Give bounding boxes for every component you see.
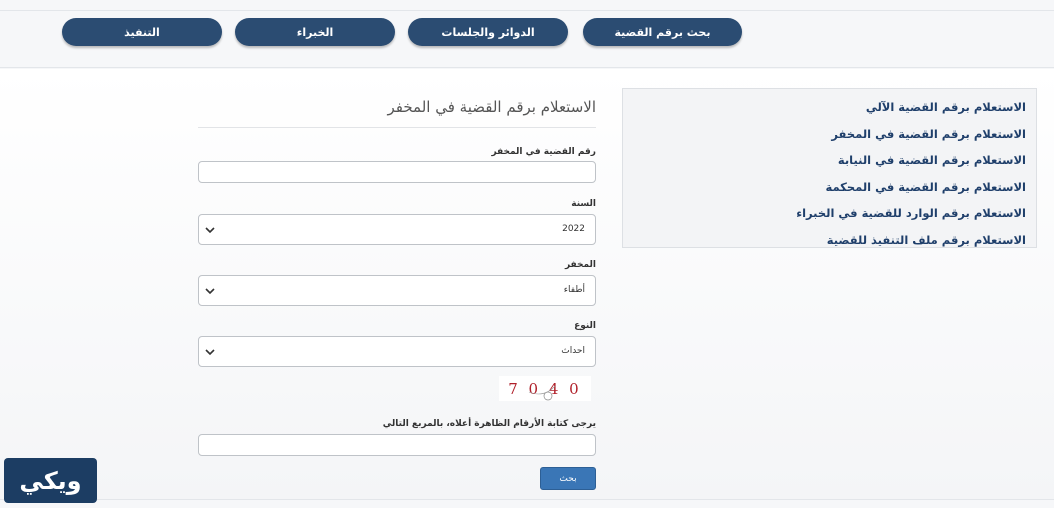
title-divider [198,127,596,128]
type-label: النوع [574,321,596,331]
year-select-value: 2022 [562,224,585,234]
sidebar-link-experts[interactable]: الاستعلام برقم الوارد للقضية في الخبراء [796,206,1026,220]
chevron-down-icon [203,345,217,359]
nav-circuits-sessions-button[interactable]: الدوائر والجلسات [408,18,568,46]
nav-experts-button[interactable]: الخبراء [235,18,395,46]
captcha-input[interactable] [198,434,596,456]
station-select-value: أطفاء [563,285,585,295]
chevron-down-icon [203,223,217,237]
case-number-input[interactable] [198,161,596,183]
type-select-value: احداث [561,346,585,356]
footer-divider [0,499,1054,508]
sidebar-link-court[interactable]: الاستعلام برقم القضية في المحكمة [825,179,1026,194]
type-select[interactable] [198,336,596,367]
captcha-digits: 7 0 4 0 [508,380,582,398]
year-select[interactable] [198,214,596,245]
nav-execution-button[interactable]: التنفيذ [62,18,222,46]
station-label: المخفر [564,260,596,270]
logo-text: ويكي [19,466,82,495]
main-content [0,69,1054,499]
sidebar-link-prosecution[interactable]: الاستعلام برقم القضية في النيابة [837,153,1026,167]
search-submit-button[interactable]: بحث [540,467,596,490]
nav-case-search-button[interactable]: بحث برقم القضية [583,18,742,46]
sidebar-link-execution[interactable]: الاستعلام برقم ملف التنفيذ للقضية [826,232,1026,247]
sidebar-link-police-station[interactable]: الاستعلام برقم القضية في المخفر [831,126,1026,141]
year-label: السنة [571,199,596,209]
case-number-label: رقم القضية في المخفر [491,147,596,157]
captcha-image [499,376,591,401]
top-nav-bar [0,10,1054,68]
wiki-logo [4,458,97,503]
form-title: الاستعلام برقم القضية في المخفر [387,98,596,116]
chevron-down-icon [203,284,217,298]
station-select[interactable] [198,275,596,306]
query-links-panel [622,88,1037,248]
sidebar-link-automatic[interactable]: الاستعلام برقم القضية الآلي [865,100,1026,114]
captcha-input-label: يرجى كتابة الأرقام الظاهرة أعلاه، بالمربع التالي [382,419,596,429]
